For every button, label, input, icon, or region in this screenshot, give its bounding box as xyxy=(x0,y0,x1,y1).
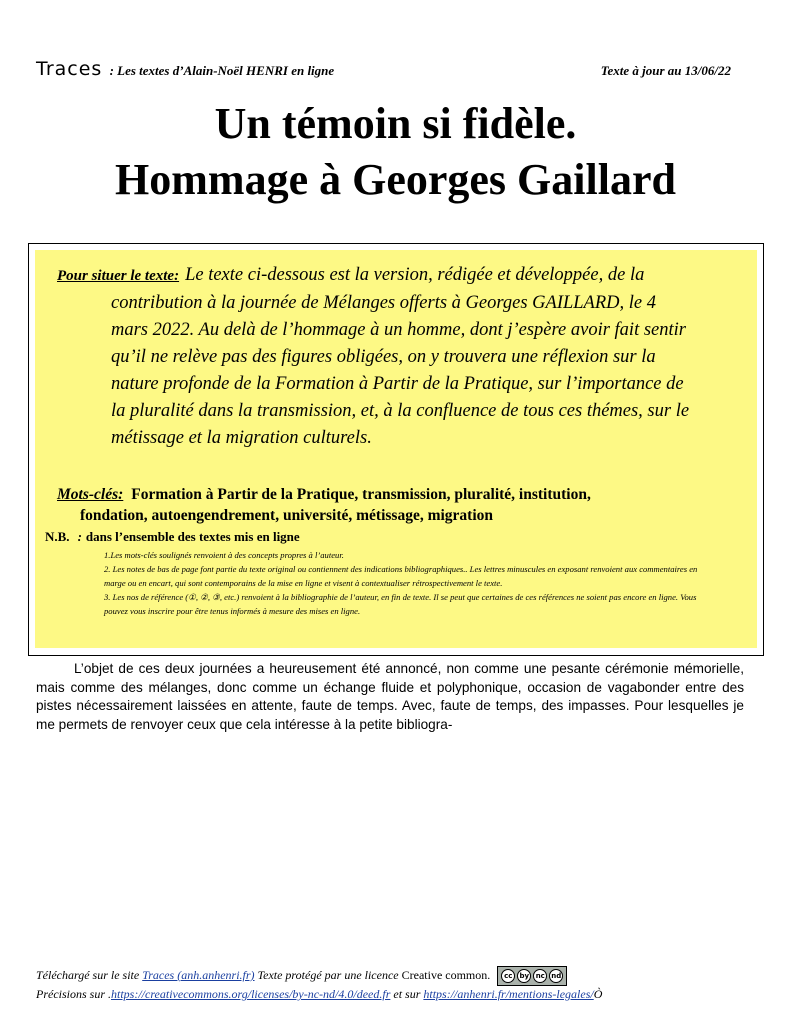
keywords-label: Mots-clés: xyxy=(57,486,124,503)
nc-icon: nc xyxy=(533,969,547,983)
page-title xyxy=(0,96,791,208)
nb-heading xyxy=(45,529,300,545)
situer-text-first: Le texte ci-dessous est la version, rédigée et développée, de la xyxy=(185,265,645,285)
nb-label: N.B. xyxy=(45,529,70,544)
title-line-2: Hommage à Georges Gaillard xyxy=(115,155,676,204)
header-subtitle: : Les textes d’Alain-Noël HENRI en ligne xyxy=(109,63,335,78)
situer-section xyxy=(57,262,697,452)
footer-line-2 xyxy=(36,986,756,1002)
nb-colon: : xyxy=(77,529,82,544)
body-text: L’objet de ces deux journées a heureusement été annoncé, non comme une pesante cérémonie mémorielle, mais comme des mélanges, donc comme un échange fluide et polyphonique, occasion de vagabonder entre des pistes nécessairement laissées en attente, faute de temps. Avec, faute de temps, des impasses. Pour lesquelles je me permets de renvoyer ceux que cela intéresse à la petite bibliogra- xyxy=(36,661,744,732)
footer-download-text: Téléchargé sur le site xyxy=(36,967,140,982)
site-link[interactable]: Traces (anh.anhenri.fr) xyxy=(142,967,255,982)
cc-icon: cc xyxy=(501,969,515,983)
nb-text: dans l’ensemble des textes mis en ligne xyxy=(85,529,300,544)
note-item: 2. Les notes de bas de page font partie du texte original ou contiennent des indications bibliographiques.. Les lettres minuscules en exposant renvoient aux commentaires en marge ou en encart, qui sont contemporains de la mise en ligne et visent à contextualiser rétrospectivement le texte. xyxy=(104,564,698,588)
situer-text-rest: contribution à la journée de Mélanges offerts à Georges GAILLARD, le 4 mars 2022. Au delà de l’hommage à un homme, dont j’espère avoir fait sentir qu’il ne relève pas des figures obligées, on y trouvera une réflexion sur la nature profonde de la Formation à Partir de la Pratique, sur l’importance de la pluralité dans la transmission, et, à la confluence de tous ces thémes, sur le métissage et la migration culturels. xyxy=(111,293,690,448)
cc-license-link[interactable]: https://creativecommons.org/licenses/by-nc-nd/4.0/deed.fr xyxy=(111,987,391,1001)
keywords-section xyxy=(57,484,717,526)
cc-license-icon[interactable] xyxy=(497,966,567,986)
footer-and-text: et sur xyxy=(393,987,421,1001)
keywords-line-1: Formation à Partir de la Pratique, transmission, pluralité, institution, xyxy=(131,486,591,503)
footer-suffix: Ò xyxy=(593,987,603,1001)
header-left xyxy=(36,58,334,80)
header-date: Texte à jour au 13/06/22 xyxy=(600,63,731,78)
keywords-line-2: fondation, autoengendrement, université, métissage, migration xyxy=(80,507,494,524)
title-line-1: Un témoin si fidèle. xyxy=(214,99,577,148)
nb-notes xyxy=(104,548,716,618)
note-item: 3. Les nos de référence (①, ②, ③, etc.) renvoient à la bibliographie de l’auteur, en fin de texte. Il se peut que certaines de ces références ne soient pas encore en ligne. Vous pouvez vous inscrire pour être tenus informés à mesure des mises en ligne. xyxy=(104,592,697,616)
license-name: Creative common. xyxy=(401,967,491,982)
body-paragraph xyxy=(36,660,744,734)
note-item: 1.Les mots-clés soulignés renvoient à des concepts propres à l’auteur. xyxy=(104,550,344,560)
footer-license-text: Texte protégé par une licence xyxy=(257,967,399,982)
by-icon: by xyxy=(517,969,531,983)
nd-icon: nd xyxy=(549,969,563,983)
footer-precisions-text: Précisions sur . xyxy=(36,987,111,1001)
brand-logo: Traces xyxy=(36,58,103,80)
legal-link[interactable]: https://anhenri.fr/mentions-legales/ xyxy=(423,987,594,1001)
page-footer xyxy=(36,966,756,1002)
situer-label: Pour situer le texte: xyxy=(57,268,180,284)
footer-line-1 xyxy=(36,966,756,986)
page-header xyxy=(36,58,731,80)
